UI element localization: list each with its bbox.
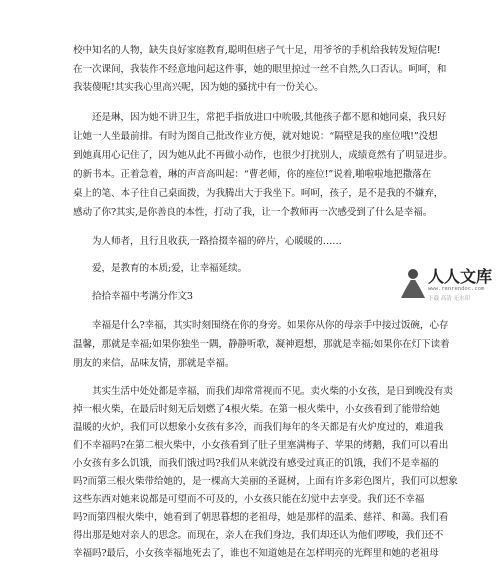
watermark-title: 人人文库	[428, 267, 493, 286]
text-line: 还是琳，因为她不讲卫生，常把手指放进口中吮吸,其他孩子都不愿和她同桌，我只好	[92, 112, 447, 123]
watermark-logo	[396, 262, 500, 310]
text-line: 为人师者，且行且收获,一路拾掇幸福的碎片，心暖暖的……	[92, 236, 342, 247]
text-line: 在一次课间，我装作不经意地问起这件事，她的眼里掠过一丝不自然,久口否认。呵呵，和	[73, 64, 447, 75]
text-line: 朋友的来信，品味友情，那就是幸福。	[73, 358, 235, 369]
people-logo-icon	[396, 266, 430, 300]
watermark-url: www.renrendoc.com	[428, 286, 485, 292]
text-line: 到她真用心记住了，因为她从此不再做小动作，也很少打扰别人，成绩竟然有了明显进步。	[73, 150, 453, 161]
text-line: 校中知名的人物，缺失良好家庭教育,聪明但痞子气十足，用爷爷的手机给我转发短信呢!	[73, 45, 441, 56]
text-line: 桌上的笔、本子往自己桌面拨，为我腾出大于我坐下。呵呵，孩子，是不是我的不嫌弃，	[73, 188, 444, 199]
section-heading: 拾拾幸福中考满分作文3	[92, 291, 193, 302]
text-line: 让她一人坐最前排。有时为图自己批改作业方便，就对她说：“隔壁是我的座位哦!”没想	[73, 131, 438, 142]
text-line: 吗?而第四根火柴中，她看到了朝思暮想的老祖母，她是那样的温柔、慈祥、和蔼。我们看	[73, 512, 449, 523]
text-line: 得出那是她对亲人的思念。而现在，亲人在我们身边，我们却还认为他们啰唆，我们还不	[73, 530, 444, 541]
text-line: 吗?而第三根火柴带给她的，是一棵高大美丽的圣诞树，上面有许多彩色图片，我们可以想象	[73, 476, 458, 487]
text-line: 感动了你?其实,是你善良的本性，打动了我，让一个教师再一次感受到了什么是幸福。	[73, 207, 433, 218]
text-line: 这些东西对她来说都是可望而不可及的，小女孩只能在幻觉中去享受。我们还不幸福	[73, 494, 425, 505]
text-line: 温暖的火炉，我们可以想象小女孩有多冷，而我们每年的冬天都是有火炉度过的，难道我	[73, 422, 444, 433]
text-line: 掉一根火柴，在最后时刻无后划燃了4根火柴。在第一根火柴中，小女孩看到了能带给她	[73, 404, 440, 415]
text-line: 小女孩有多么饥饿，而我们饿过吗?我们从来就没有感受过真正的饥饿，我们不是幸福的	[73, 458, 439, 469]
text-line: 幸福是什么?幸福，其实时刻围绕在你的身旁。如果你从你的母亲手中接过饭碗，心存	[92, 320, 449, 331]
text-line: 爱，是教育的本质;爱，让幸福延续。	[92, 263, 248, 274]
text-line: 其实生活中处处都是幸福，而我们却常常视而不见。卖火柴的小女孩，是日到晚没有卖	[92, 386, 453, 397]
text-line: 我装傻呢!其实我心里高兴呢，因为她的骚扰中有一份关心。	[73, 82, 324, 93]
text-line: 们不幸福吗?在第二根火柴中，小女孩看到了肚子里塞满梅子、苹果的烤鹅，我们可以看出	[73, 440, 449, 451]
text-line: 温馨，那就是幸福;如果你独坐一隅，静静听歌，凝神遐想，那就是幸福;如果你在灯下读着	[73, 339, 450, 350]
watermark-slogan: 下载 高清 无水印	[428, 296, 470, 302]
text-line: 幸福吗?最后，小女孩幸福地死去了，谁也不知道她是在怎样明亮的光辉里和她的老祖母	[73, 548, 439, 559]
text-line: 的新书本。正着急着，琳的声音高叫起：“曹老师，你的座位!”说着,啪啦啦地把撒落在	[73, 169, 432, 180]
